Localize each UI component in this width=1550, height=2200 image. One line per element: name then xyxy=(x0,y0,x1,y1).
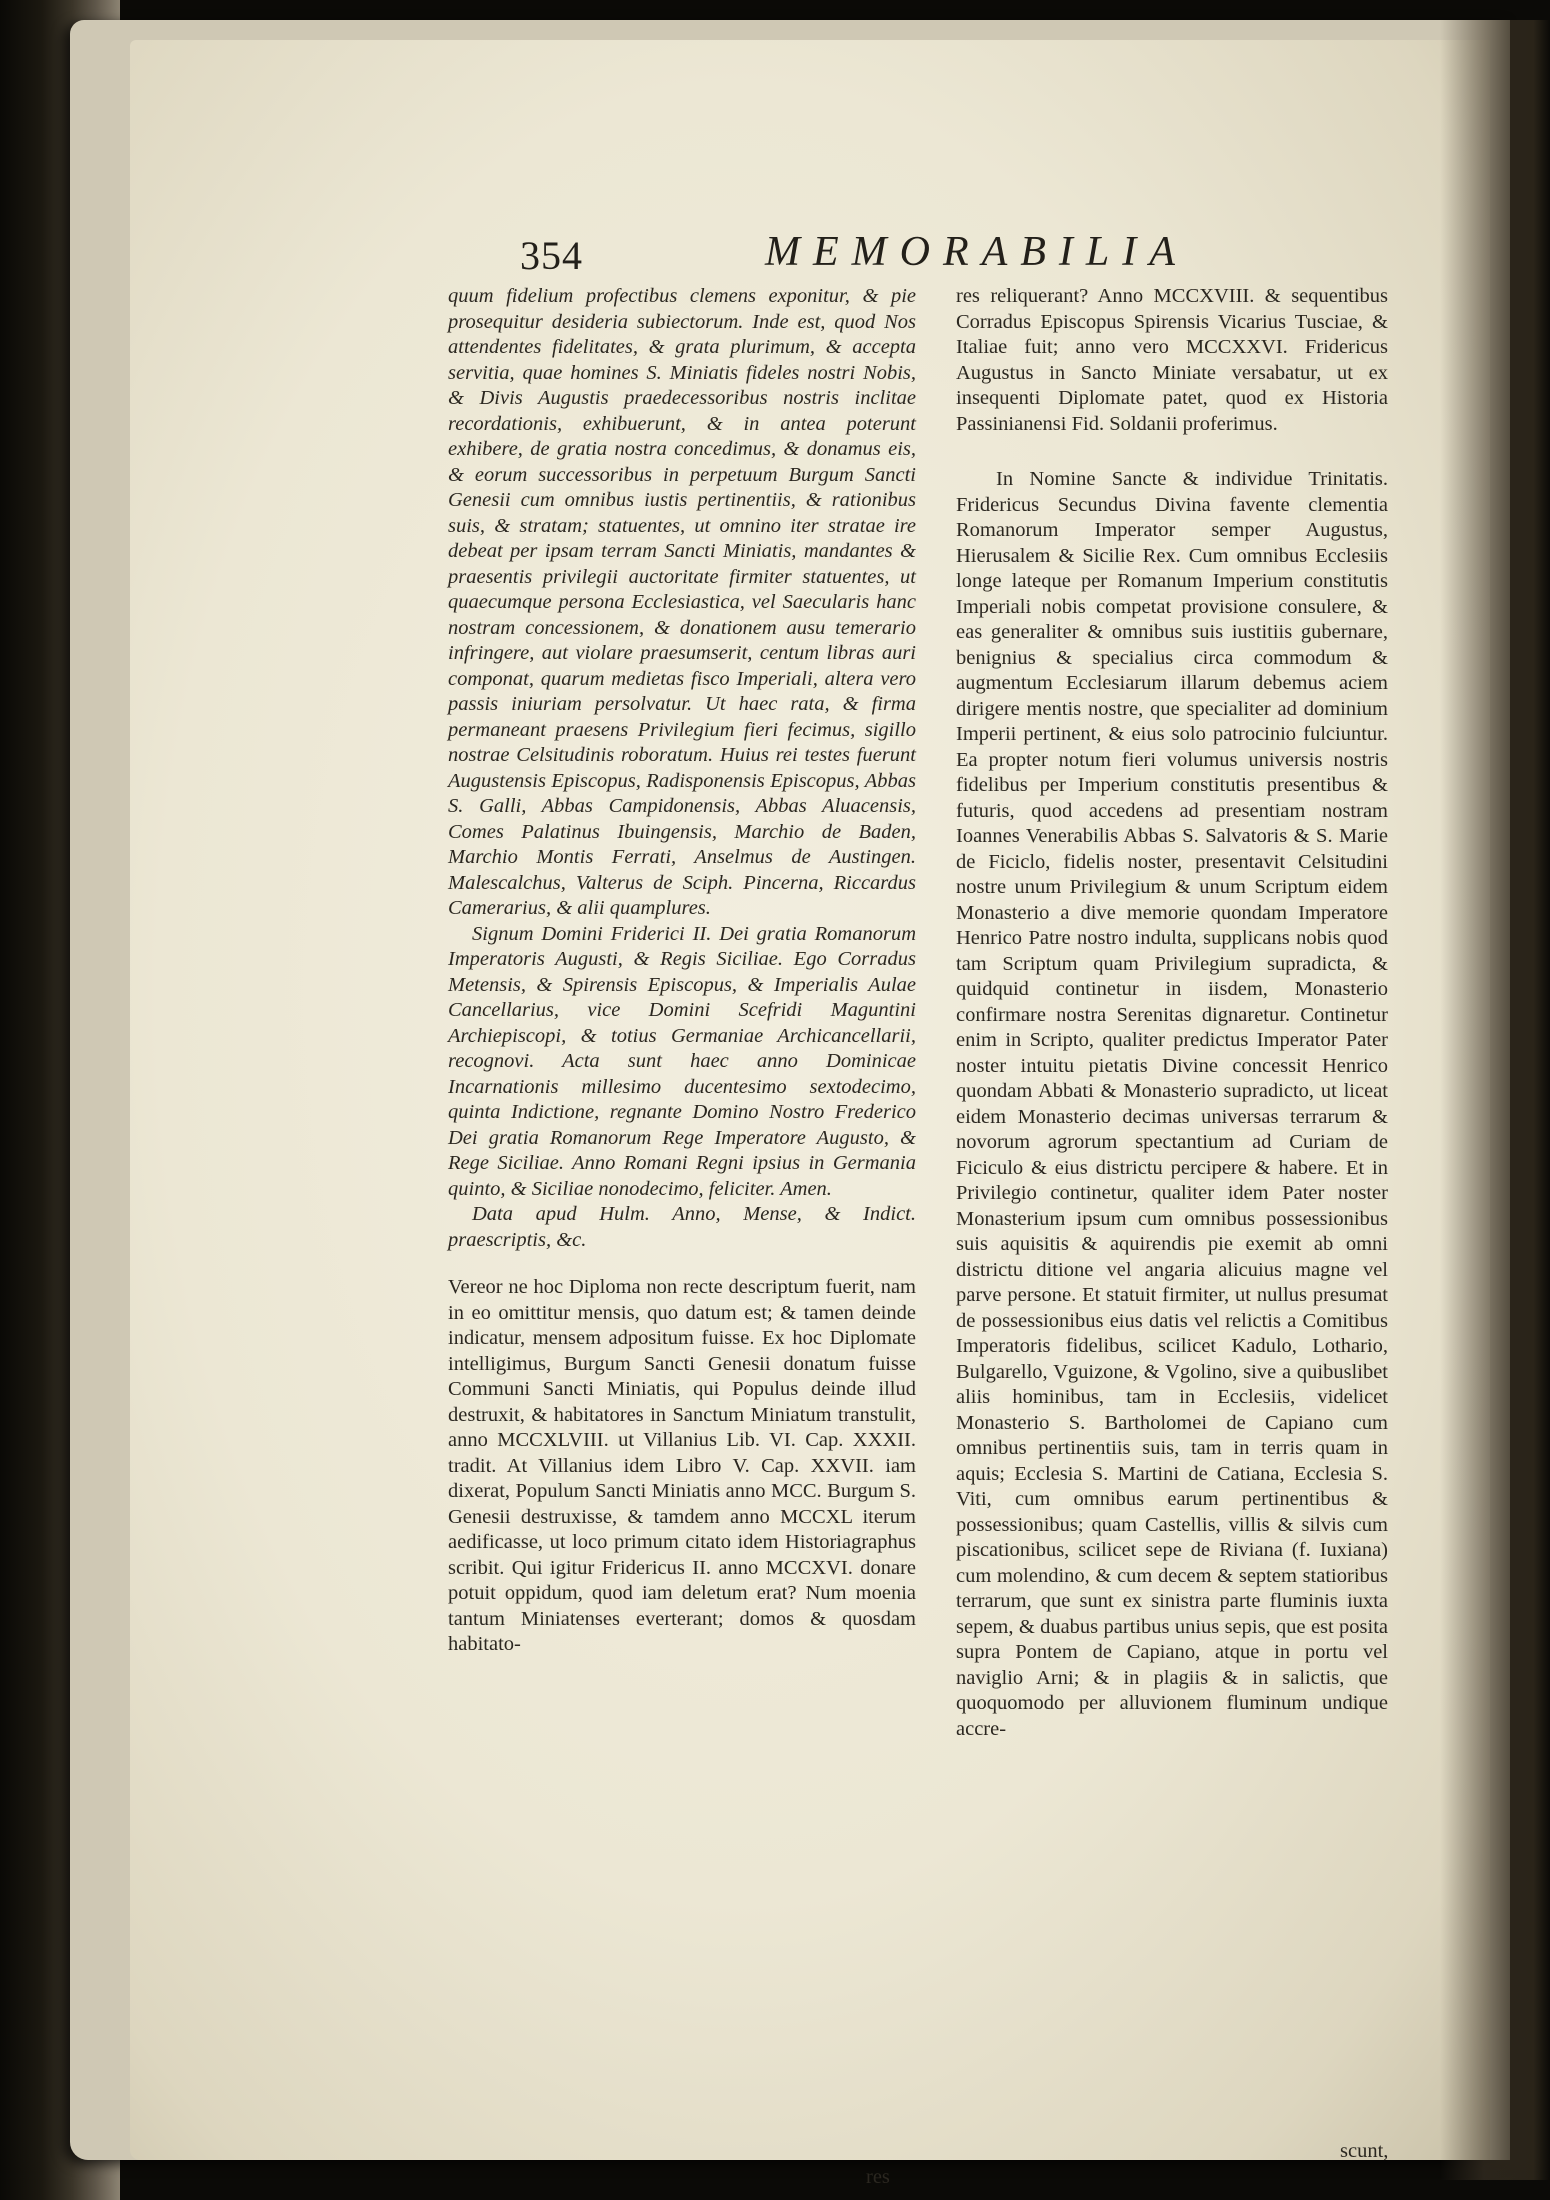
charter-text-left: quum fidelium profectibus clemens exponitur, & pie prosequitur desideria subiectorum. Inde est, quod Nos attendentes fidelitates, & grata plurimum, & accepta servitia, quae homines S. Miniatis fideles nostri Nobis, & Divis Augustis praedecessoribus nostris inclitae recordationis, exhibuerunt, & in antea poterunt exhibere, de gratia nostra concedimus, & donamus eis, & eorum successoribus in perpetuum Burgum Sancti Genesii cum omnibus iustis pertinentiis, & rationibus suis, & stratam; statuentes, ut omnino iter stratae ire debeat per ipsam terram Sancti Miniatis, mandantes & praesentis privilegii auctoritate firmiter statuentes, ut quaecumque persona Ecclesiastica, vel Saecularis hanc nostram concessionem, & donationem ausu temerario infringere, aut violare praesumserit, centum libras auri componat, quarum medietas fisco Imperiali, altera vero passis iniuriam persolvatur. Ut haec rata, & firma permaneant praesens Privilegium fieri fecimus, sigillo nostrae Celsitudinis roboratum. Huius rei testes fuerunt Augustensis Episcopus, Radisponensis Episcopus, Abbas S. Galli, Abbas Campidonensis, Abbas Aluacensis, Comes Palatinus Ibuingensis, Marchio de Baden, Marchio Montis Ferrati, Anselmus de Austingen. Malescalchus, Valterus de Sciph. Pincerna, Riccardus Camerarius, & alii quamplures. xyxy=(448,285,916,919)
right-column xyxy=(956,284,1388,1742)
commentary-left: Vereor ne hoc Diploma non recte descriptum fuerit, nam in eo omittitur mensis, quo datum est; & tamen deinde indicatur, mensem adpositum fuisse. Ex hoc Diplomate intelligimus, Burgum Sancti Genesii donatum fuisse Communi Sancti Miniatis, qui Populus deinde illud destruxit, & habitatores in Sanctum Miniatum transtulit, anno MCCXLVIII. ut Villanius Lib. VI. Cap. XXXII. tradit. At Villanius idem Libro V. Cap. XXVII. iam dixerat, Populum Sancti Miniatis anno MCC. Burgum S. Genesii destruxisse, & tamdem anno MCCXL iterum aedificasse, ut loco primum citato idem Historiagraphus scribit. Qui igitur Fridericus II. anno MCCXVI. donare potuit oppidum, quod iam deletum erat? Num moenia tantum Miniatenses everterant; domos & quosdam habitato- xyxy=(448,1276,916,1655)
signum-paragraph: Signum Domini Friderici II. Dei gratia Romanorum Imperatoris Augusti, & Regis Siciliae. Ego Corradus Metensis, & Spirensis Episcopus, & Imperialis Aulae Cancellarius, vice Domini Scefridi Maguntini Archiepiscopi, & totius Germaniae Archicancellarii, recognovi. Acta sunt haec anno Dominicae Incarnationis millesimo ducentesimo sextodecimo, quinta Indictione, regnante Domino Nostro Frederico Dei gratia Romanorum Rege Imperatore Augusto, & Rege Siciliae. Anno Romani Regni ipsius in Germania quinto, & Siciliae nonodecimo, feliciter. Amen. xyxy=(448,922,916,1200)
gutter-shadow xyxy=(1440,20,1550,2180)
charter-text-right: In Nomine Sancte & individue Trinitatis. Fridericus Secundus Divina favente clementia Romanorum Imperator semper Augustus, Hierusalem & Sicilie Rex. Cum omnibus Ecclesiis longe lateque per Romanum Imperium constitutis Imperiali nobis competat provisione consulere, & eas generaliter & omnibus suis iustitiis gubernare, benignius & specialius circa commodum & augmentum Ecclesiarum illarum debemus aciem dirigere mentis nostre, que specialiter ad dominium Imperii pertinent, & eius solo patrocinio fulciuntur. Ea propter notum fieri volumus universis nostris fidelibus per Imperium constitutis presentibus & futuris, quod accedens ad presentiam nostram Ioannes Venerabilis Abbas S. Salvatoris & S. Marie de Ficiclo, fidelis noster, presentavit Celsitudini nostre unum Privilegium & unum Scriptum eidem Monasterio a dive memorie quondam Imperatore Henrico Patre nostro indulta, supplicans nobis quod tam Scriptum quam Privilegium supradicta, & quidquid continetur in iisdem, Monasterio confirmare nostra Serenitas dignaretur. Continetur enim in Scripto, qualiter predictus Imperator Pater noster intuitu pietatis Divine concessit Henrico quondam Abbati & Monasterio supradicto, ut liceat eidem Monasterio decimas universas terrarum & novorum agrorum spectantium ad Curiam de Ficiculo & eius districtu percipere & habere. Et in Privilegio continetur, qualiter idem Pater noster Monasterium ipsum cum omnibus possessionibus suis aquisitis & aquirendis pie exemit ab omni districtu ditione vel angaria alicuius magne vel parve persone. Et statuit firmiter, ut nullus presumat de possessionibus eius datis vel relictis a Comitibus Imperatoris fidelibus, scilicet Kadulo, Lothario, Bulgarello, Vguizone, & Vgolino, sive a quibuslibet aliis hominibus, tam in Ecclesiis, videlicet Monasterio S. Bartholomei de Capiano cum omnibus pertinentiis suis, tam in terris quam in aquis; Ecclesia S. Martini de Catiana, Ecclesia S. Viti, cum omnibus earum pertinentibus & possessionibus; quam Castellis, villis & silvis cum piscationibus, scilicet sepe de Riviana (f. Iuxiana) cum molendino, & cum decem & septem statioribus terrarum, que sunt ex sinistra parte fluminis iuxta sepem, & duabus partibus unius sepis, que est posita supra Pontem de Capiano, atque in portu vel naviglio Arni; & in plagiis & in salictis, que quoquomodo per alluvionem fluminum undique accre- xyxy=(956,468,1388,1740)
commentary-right: res reliquerant? Anno MCCXVIII. & sequentibus Corradus Episcopus Spirensis Vicarius Tusciae, & Italiae fuit; anno vero MCCXXVI. Fridericus Augustus in Sancto Miniate versabatur, ut ex insequenti Diplomate patet, quod ex Historia Passinianensi Fid. Soldanii proferimus. xyxy=(956,285,1388,435)
left-column xyxy=(448,284,916,1658)
running-title: MEMORABILIA xyxy=(765,229,1188,275)
page-number: 354 xyxy=(520,233,583,278)
catchword-right: scunt, xyxy=(1340,2140,1389,2162)
catchword-left: res xyxy=(866,2166,890,2188)
data-apud-line: Data apud Hulm. Anno, Mense, & Indict. praescriptis, &c. xyxy=(448,1203,916,1251)
